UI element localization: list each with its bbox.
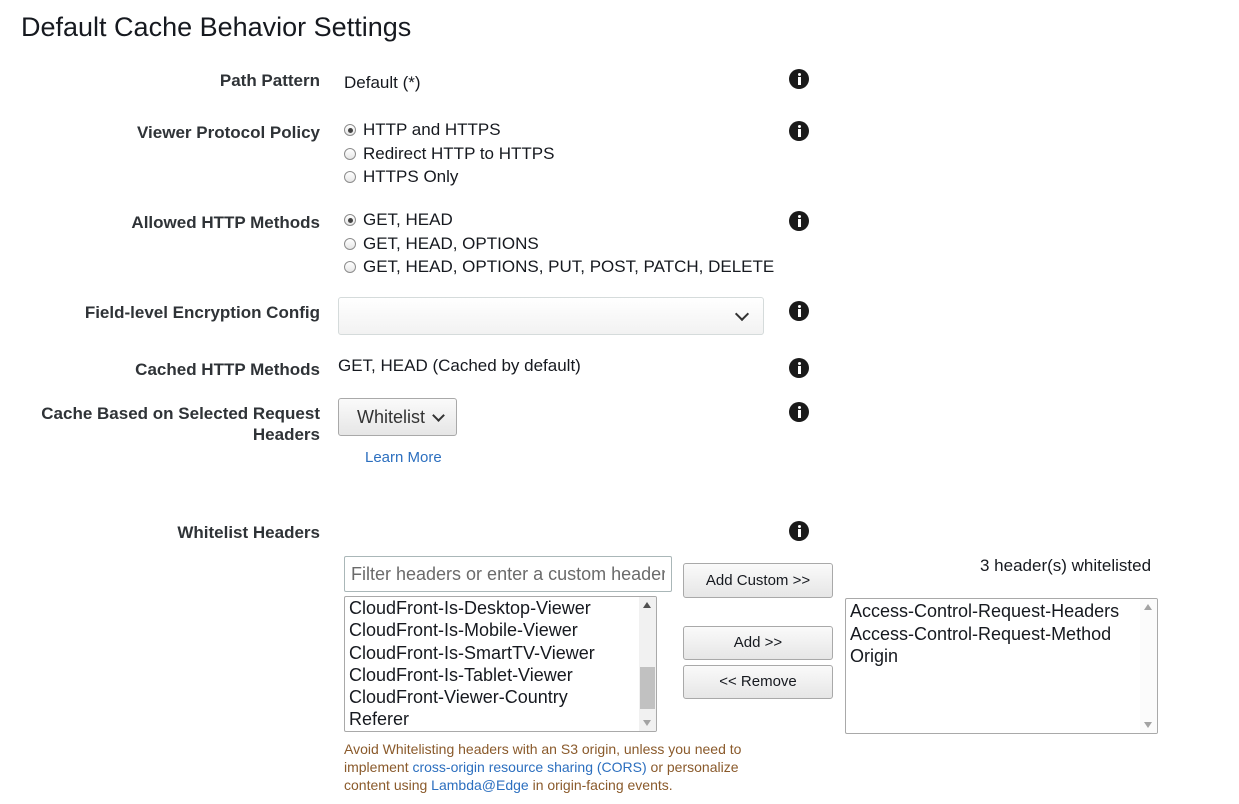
radio-button[interactable] xyxy=(344,238,356,250)
list-item[interactable]: Access-Control-Request-Headers xyxy=(850,601,1120,621)
scrollbar-thumb[interactable] xyxy=(640,667,655,709)
lambda-edge-link[interactable]: Lambda@Edge xyxy=(431,777,529,793)
radio-redirect-http-to-https[interactable] xyxy=(344,143,554,165)
page-title: Default Cache Behavior Settings xyxy=(21,12,412,42)
learn-more-link[interactable]: Learn More xyxy=(365,449,442,466)
whitelist-button-label: Whitelist xyxy=(357,407,426,427)
list-item[interactable]: Access-Control-Request-Method xyxy=(850,624,1112,644)
path-pattern-label: Path Pattern xyxy=(219,71,320,90)
remove-button[interactable]: << Remove xyxy=(683,665,833,699)
radio-https-only[interactable] xyxy=(344,166,458,188)
whitelisted-list-scrollbar[interactable] xyxy=(1140,599,1157,733)
whitelisted-count: 3 header(s) whitelisted xyxy=(980,556,1152,575)
radio-all-methods[interactable] xyxy=(344,256,774,278)
radio-label: Redirect HTTP to HTTPS xyxy=(363,144,555,163)
whitelist-warning-note xyxy=(344,740,784,794)
scroll-down-arrow-icon[interactable] xyxy=(1144,722,1152,728)
radio-label: GET, HEAD, OPTIONS, PUT, POST, PATCH, DELETE xyxy=(363,257,775,276)
info-icon[interactable] xyxy=(789,358,809,378)
scroll-up-arrow-icon[interactable] xyxy=(643,602,651,608)
scroll-up-arrow-icon[interactable] xyxy=(1144,604,1152,610)
whitelist-headers-label: Whitelist Headers xyxy=(177,523,320,542)
radio-button[interactable] xyxy=(344,261,356,273)
field-level-encryption-label: Field-level Encryption Config xyxy=(84,303,320,322)
info-icon[interactable] xyxy=(789,402,809,422)
list-item[interactable]: CloudFront-Is-Desktop-Viewer xyxy=(349,598,591,618)
info-icon[interactable] xyxy=(789,69,809,89)
path-pattern-value: Default (*) xyxy=(344,73,421,92)
radio-label: GET, HEAD xyxy=(363,210,453,229)
list-item[interactable]: Referer xyxy=(349,709,410,729)
cached-http-methods-label: Cached HTTP Methods xyxy=(135,360,320,379)
list-item[interactable]: CloudFront-Viewer-Country xyxy=(349,687,568,707)
chevron-down-icon xyxy=(735,307,749,321)
available-list-scrollbar[interactable] xyxy=(639,597,656,731)
whitelisted-headers-list[interactable] xyxy=(845,598,1158,734)
radio-get-head[interactable] xyxy=(344,209,453,231)
note-text: Avoid Whitelisting headers with an S3 origin, unless you need to implement xyxy=(344,741,742,775)
available-headers-list[interactable] xyxy=(344,596,657,732)
info-icon[interactable] xyxy=(789,121,809,141)
radio-button-checked[interactable] xyxy=(344,214,356,226)
add-custom-button[interactable]: Add Custom >> xyxy=(683,563,833,598)
note-text: in origin-facing events. xyxy=(528,777,673,793)
radio-label: HTTPS Only xyxy=(363,167,459,186)
radio-button[interactable] xyxy=(344,148,356,160)
chevron-down-icon xyxy=(432,409,445,422)
radio-label: HTTP and HTTPS xyxy=(363,120,501,139)
info-icon[interactable] xyxy=(789,521,809,541)
add-button[interactable]: Add >> xyxy=(683,626,833,660)
info-icon[interactable] xyxy=(789,211,809,231)
list-item[interactable]: CloudFront-Is-SmartTV-Viewer xyxy=(349,643,595,663)
radio-label: GET, HEAD, OPTIONS xyxy=(363,234,539,253)
cors-link[interactable]: cross-origin resource sharing (CORS) xyxy=(412,759,647,775)
viewer-protocol-policy-label: Viewer Protocol Policy xyxy=(137,123,320,142)
radio-http-and-https[interactable] xyxy=(344,119,501,141)
cache-based-headers-label-line2: Headers xyxy=(252,425,320,444)
cache-based-headers-label-line1: Cache Based on Selected Request xyxy=(41,404,320,423)
list-item[interactable]: CloudFront-Is-Tablet-Viewer xyxy=(349,665,573,685)
scroll-down-arrow-icon[interactable] xyxy=(643,720,651,726)
whitelist-dropdown-button[interactable] xyxy=(338,398,457,436)
radio-get-head-options[interactable] xyxy=(344,233,539,255)
field-level-encryption-select[interactable] xyxy=(338,297,764,335)
list-item[interactable]: Origin xyxy=(850,646,899,666)
list-item[interactable]: CloudFront-Is-Mobile-Viewer xyxy=(349,620,578,640)
radio-button-checked[interactable] xyxy=(344,124,356,136)
info-icon[interactable] xyxy=(789,301,809,321)
note-text: or personalize content using xyxy=(344,759,739,793)
allowed-http-methods-label: Allowed HTTP Methods xyxy=(131,213,320,232)
filter-headers-input[interactable] xyxy=(344,556,672,592)
cached-http-methods-value: GET, HEAD (Cached by default) xyxy=(338,356,581,375)
radio-button[interactable] xyxy=(344,171,356,183)
